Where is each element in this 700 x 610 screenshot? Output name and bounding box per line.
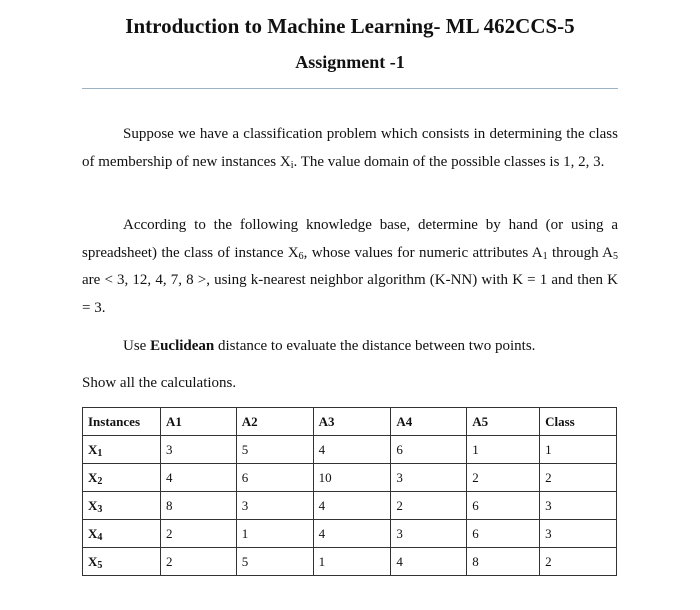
table-cell: 3 — [236, 492, 313, 520]
table-cell: 2 — [391, 492, 467, 520]
table-cell: 6 — [236, 464, 313, 492]
subscript: 1 — [542, 250, 548, 262]
table-cell: 5 — [236, 548, 313, 576]
text-run: . The value domain of the possible classes is 1, 2, 3. — [293, 153, 605, 170]
table-row — [83, 548, 617, 576]
instructions-line: Show all the calculations. — [82, 375, 237, 391]
table-cell: 3 — [540, 492, 617, 520]
instance-letter: X — [88, 469, 98, 485]
table-cell: 4 — [313, 436, 391, 464]
table-cell: 4 — [313, 492, 391, 520]
subscript: i — [290, 159, 294, 171]
table-cell: 5 — [236, 436, 313, 464]
assignment-subtitle: Assignment -1 — [295, 52, 405, 72]
table-cell: 1 — [236, 520, 313, 548]
subscript: 5 — [97, 559, 103, 571]
table-cell: 3 — [391, 520, 467, 548]
subscript: 2 — [97, 475, 103, 487]
text-run: are < 3, 12, 4, 7, 8 >, using k-nearest neighbor algorithm (K-NN) with K = 1 and then K = 3. — [82, 272, 618, 316]
document-title: Introduction to Machine Learning- ML 462CCS-5 — [125, 14, 575, 38]
table-row — [83, 436, 617, 464]
table-cell: 6 — [391, 436, 467, 464]
column-header: A1 — [160, 408, 236, 436]
task-paragraph — [82, 212, 618, 322]
column-header: A4 — [391, 408, 467, 436]
text-run: , whose values for numeric attributes A — [303, 244, 543, 261]
instance-letter: X — [88, 525, 98, 541]
intro-paragraph — [82, 121, 618, 176]
table-cell: 1 — [313, 548, 391, 576]
table-cell: 1 — [467, 436, 540, 464]
table-cell: 8 — [160, 492, 236, 520]
subscript: 3 — [97, 503, 103, 515]
table-cell: 2 — [160, 548, 236, 576]
table-cell: 4 — [313, 520, 391, 548]
column-header: A5 — [467, 408, 540, 436]
table-cell: 6 — [467, 520, 540, 548]
table-cell: 3 — [160, 436, 236, 464]
instance-letter: X — [88, 553, 98, 569]
column-header: A2 — [236, 408, 313, 436]
instance-label — [83, 548, 161, 576]
bold-term: Euclidean — [150, 338, 215, 354]
table-cell: 10 — [313, 464, 391, 492]
table-row — [83, 520, 617, 548]
table-cell: 6 — [467, 492, 540, 520]
table-cell: 4 — [391, 548, 467, 576]
table-cell: 8 — [467, 548, 540, 576]
knowledge-base-table — [82, 407, 617, 576]
table-header-row — [83, 408, 617, 436]
header-divider — [82, 88, 618, 89]
subscript: 4 — [97, 531, 103, 543]
table-cell: 1 — [540, 436, 617, 464]
instance-label — [83, 520, 161, 548]
table-cell: 2 — [160, 520, 236, 548]
column-header: Class — [540, 408, 617, 436]
text-run: through A — [547, 244, 614, 261]
column-header: A3 — [313, 408, 391, 436]
text-run: Use — [123, 338, 151, 354]
column-header: Instances — [83, 408, 161, 436]
table-cell: 2 — [467, 464, 540, 492]
instance-letter: X — [88, 497, 98, 513]
table-cell: 3 — [391, 464, 467, 492]
instance-letter: X — [88, 441, 98, 457]
text-run: According to the following knowledge base, determine by hand (or using a spreadsheet) the class of instance X — [82, 217, 618, 261]
text-run: Suppose we have a classification problem which consists in determining the class of membership of new instances X — [82, 126, 618, 170]
table-cell: 2 — [540, 548, 617, 576]
distance-paragraph — [82, 333, 618, 361]
text-run: distance to evaluate the distance between two points. — [214, 338, 536, 354]
table-row — [83, 464, 617, 492]
table-cell: 2 — [540, 464, 617, 492]
instance-label — [83, 436, 161, 464]
subscript: 5 — [613, 250, 619, 262]
instance-label — [83, 464, 161, 492]
subscript: 1 — [97, 447, 103, 459]
instance-label — [83, 492, 161, 520]
subscript: 6 — [298, 250, 304, 262]
table-cell: 3 — [540, 520, 617, 548]
table-row — [83, 492, 617, 520]
table-cell: 4 — [160, 464, 236, 492]
